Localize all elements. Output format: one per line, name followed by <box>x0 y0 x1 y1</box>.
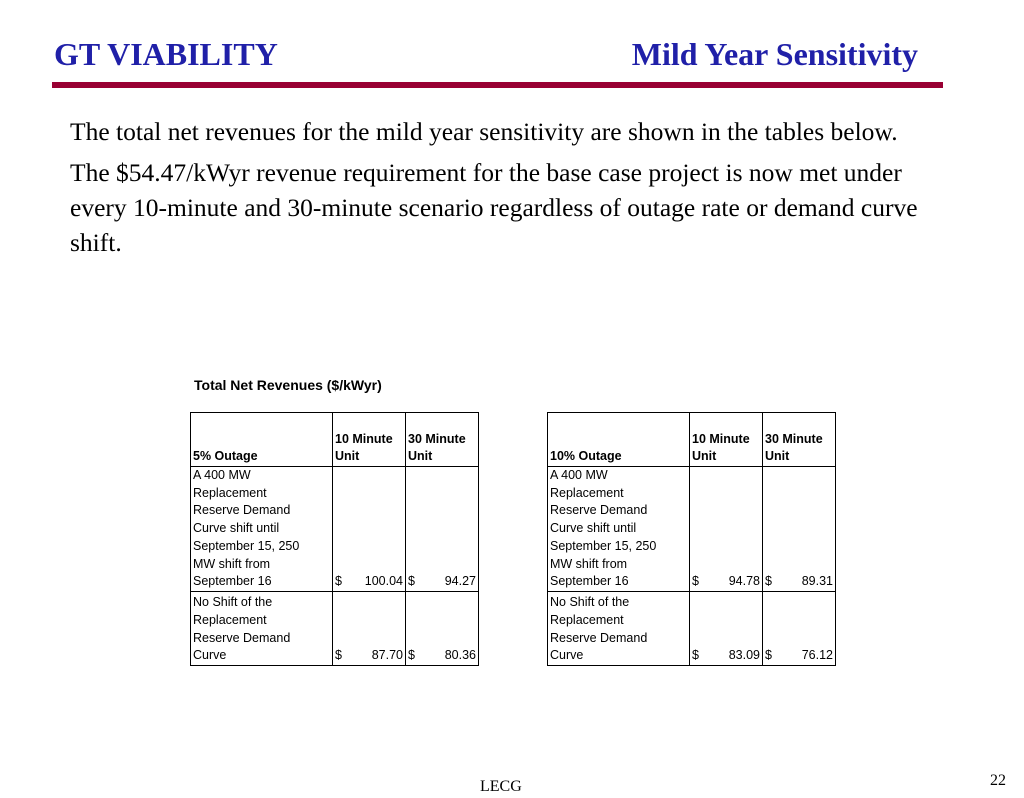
value-cell: $ 94.27 <box>406 467 479 592</box>
value-cell: $ 94.78 <box>690 467 763 592</box>
value-cell: $ 100.04 <box>333 467 406 592</box>
value-cell: $ 80.36 <box>406 591 479 665</box>
table-header-row <box>191 413 479 467</box>
value-cell: $ 83.09 <box>690 591 763 665</box>
revenue-table-10pct-outage <box>547 412 836 666</box>
row-label-cell: No Shift of the Replacement Reserve Demand Curve <box>548 591 690 665</box>
header-cell-scenario: 10% Outage <box>548 413 690 467</box>
header-cell-scenario: 5% Outage <box>191 413 333 467</box>
header-cell-10-minute: 10 Minute Unit <box>690 413 763 467</box>
row-label-cell: No Shift of the Replacement Reserve Demand Curve <box>191 591 333 665</box>
revenue-table-5pct-outage <box>190 412 479 666</box>
paragraph: The total net revenues for the mild year sensitivity are shown in the tables below. <box>70 117 898 146</box>
value-cell: $ 87.70 <box>333 591 406 665</box>
body-text <box>70 114 940 266</box>
table-row <box>191 591 479 665</box>
row-label-cell: A 400 MW Replacement Reserve Demand Curve shift until September 15, 250 MW shift from September 16 <box>548 467 690 592</box>
title-rule <box>52 82 943 88</box>
row-label-cell: A 400 MW Replacement Reserve Demand Curve shift until September 15, 250 MW shift from September 16 <box>191 467 333 592</box>
slide-title: GT VIABILITY <box>54 36 278 72</box>
header-cell-30-minute: 30 Minute Unit <box>406 413 479 467</box>
value-cell: $ 89.31 <box>763 467 836 592</box>
value-cell: $ 76.12 <box>763 591 836 665</box>
table-header-row <box>548 413 836 467</box>
header-cell-10-minute: 10 Minute Unit <box>333 413 406 467</box>
table-row <box>548 467 836 592</box>
header-cell-30-minute: 30 Minute Unit <box>763 413 836 467</box>
table-row <box>191 467 479 592</box>
page-number: 22 <box>990 772 1006 789</box>
footer-company: LECG <box>480 778 522 795</box>
table-row <box>548 591 836 665</box>
table-caption: Total Net Revenues ($/kWyr) <box>194 377 382 393</box>
slide-subtitle: Mild Year Sensitivity <box>631 36 918 72</box>
paragraph: The $54.47/kWyr revenue requirement for the base case project is now met under every 10-minute and 30-minute scenario regardless of outage rate or demand curve shift. <box>70 158 918 257</box>
